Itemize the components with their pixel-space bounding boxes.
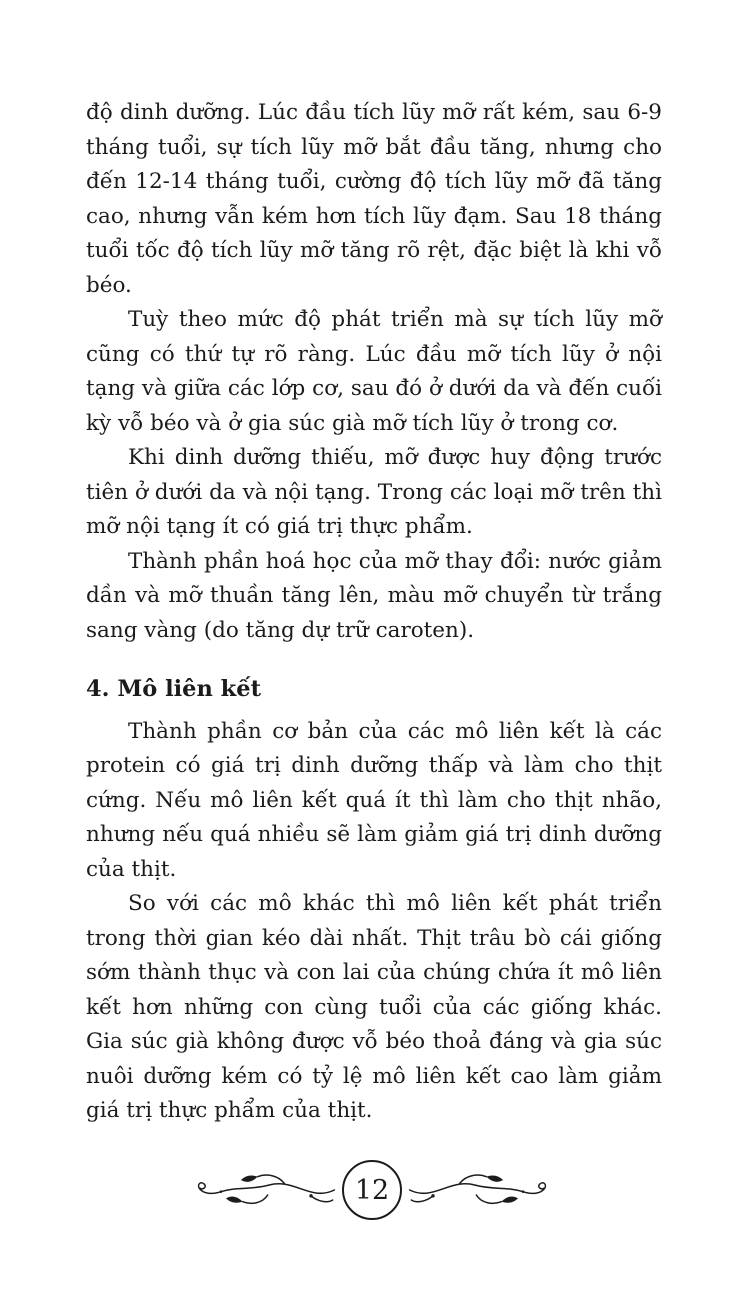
left-flourish-ornament-icon — [186, 1164, 336, 1216]
paragraph: Thành phần hoá học của mỡ thay đổi: nước giảm dần và mỡ thuần tăng lên, màu mỡ chuyển từ trắng sang vàng (do tăng dự trữ caroten). — [86, 548, 662, 643]
paragraph: Khi dinh dưỡng thiếu, mỡ được huy động trước tiên ở dưới da và nội tạng. Trong các loại mỡ trên thì mỡ nội tạng ít có giá trị thực phẩm. — [86, 445, 662, 539]
paragraph: độ dinh dưỡng. Lúc đầu tích lũy mỡ rất kém, sau 6-9 tháng tuổi, sự tích lũy mỡ bắt đầu tăng, nhưng cho đến 12-14 tháng tuổi, cường độ tích lũy mỡ đã tăng cao, nhưng vẫn kém hơn tích lũy đạm. Sau 18 tháng tuổi tốc độ tích lũy mỡ tăng rõ rệt, đặc biệt là khi vỗ béo. — [86, 100, 662, 298]
section-heading: 4. Mô liên kết — [86, 676, 261, 702]
page-number — [342, 1160, 402, 1220]
right-flourish-ornament-icon — [408, 1164, 558, 1216]
paragraph: So với các mô khác thì mô liên kết phát triển trong thời gian kéo dài nhất. Thịt trâu bò cái giống sớm thành thục và con lai của chúng chứa ít mô liên kết hơn những con cùng tuổi của các giống khác. Gia súc già không được vỗ béo thoả đáng và gia súc nuôi dưỡng kém có tỷ lệ mô liên kết cao làm giảm giá trị thực phẩm của thịt. — [86, 891, 662, 1123]
paragraph: Thành phần cơ bản của các mô liên kết là các protein có giá trị dinh dưỡng thấp và làm cho thịt cứng. Nếu mô liên kết quá ít thì làm cho thịt nhão, nhưng nếu quá nhiều sẽ làm giảm giá trị dinh dưỡng của thịt. — [86, 718, 662, 882]
page-content — [86, 96, 662, 1129]
page-footer — [0, 1160, 744, 1220]
page-number-label: 12 — [354, 1174, 390, 1206]
paragraph: Tuỳ theo mức độ phát triển mà sự tích lũy mỡ cũng có thứ tự rõ ràng. Lúc đầu mỡ tích lũy ở nội tạng và giữa các lớp cơ, sau đó ở dưới da và đến cuối kỳ vỗ béo và ở gia súc già mỡ tích lũy ở trong cơ. — [86, 307, 662, 436]
